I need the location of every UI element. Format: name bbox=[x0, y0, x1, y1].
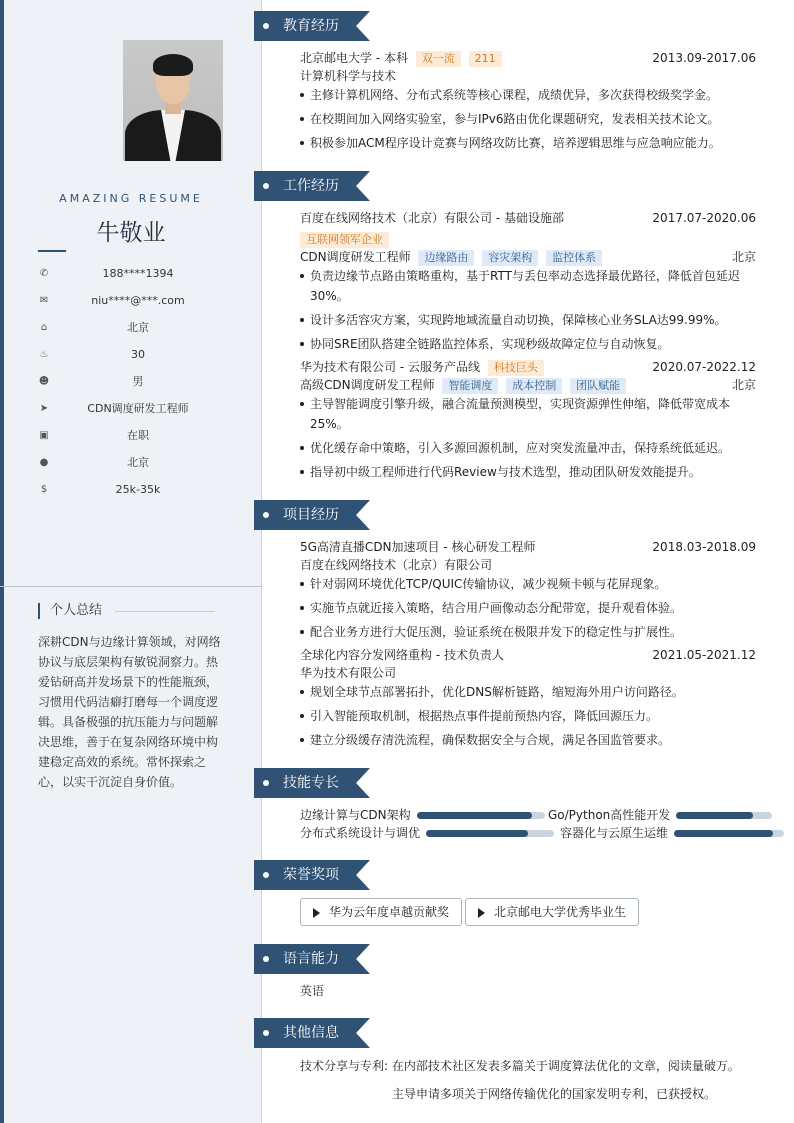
tag-badge: 成本控制 bbox=[506, 378, 562, 394]
info-position bbox=[38, 401, 238, 421]
info-value: 北京 bbox=[127, 321, 149, 334]
other-info-line: 技术分享与专利: 在内部技术社区发表多篇关于调度算法优化的文章，阅读量破万。 bbox=[300, 1059, 740, 1073]
list-item: 设计多活容灾方案，实现跨地域流量自动切换，保障核心业务SLA达99.99%。 bbox=[300, 310, 756, 330]
project-title-row bbox=[300, 539, 756, 555]
project-title: 5G高清直播CDN加速项目 - 核心研发工程师 bbox=[300, 540, 536, 554]
skill-name: 分布式系统设计与调优 bbox=[300, 826, 421, 840]
sidebar-divider bbox=[0, 586, 262, 587]
info-value: 北京 bbox=[127, 456, 149, 469]
work-company-row bbox=[300, 359, 756, 376]
school-name: 北京邮电大学 - 本科 bbox=[300, 51, 408, 65]
sidebar bbox=[0, 0, 262, 1123]
tag-badge: 双一流 bbox=[416, 51, 461, 67]
info-value: 30 bbox=[131, 348, 145, 361]
work-company-row bbox=[300, 210, 756, 226]
cake-icon: ♨ bbox=[39, 349, 49, 360]
info-value: 188****1394 bbox=[102, 267, 174, 280]
section-title: 教育经历 bbox=[283, 18, 339, 34]
send-icon: ➤ bbox=[39, 403, 49, 414]
home-icon: ⌂ bbox=[40, 322, 48, 333]
sidebar-edge-bar bbox=[0, 0, 4, 1123]
project-company: 华为技术有限公司 bbox=[300, 666, 397, 680]
education-school-row bbox=[300, 50, 756, 67]
tag-badge: 科技巨头 bbox=[488, 360, 544, 376]
candidate-name: 牛敬业 bbox=[96, 220, 166, 246]
tag-badge: 监控体系 bbox=[546, 250, 602, 266]
main-content bbox=[262, 0, 794, 1123]
info-value: niu****@***.com bbox=[91, 294, 185, 307]
list-item: 主导智能调度引擎升级，融合流量预测模型，实现资源弹性伸缩，降低带宽成本25%。 bbox=[300, 394, 756, 434]
info-email bbox=[38, 293, 238, 313]
info-value: CDN调度研发工程师 bbox=[87, 402, 189, 415]
name-underline bbox=[38, 250, 66, 252]
info-location bbox=[38, 455, 238, 475]
section-title: 语言能力 bbox=[283, 951, 339, 967]
info-value: 25k-35k bbox=[115, 483, 161, 496]
date-range: 2013.09-2017.06 bbox=[652, 51, 756, 65]
skill-bar bbox=[426, 830, 554, 837]
education-major: 计算机科学与技术 bbox=[300, 69, 397, 83]
list-item: 负责边缘节点路由策略重构，基于RTT与丢包率动态选择最优路径，降低首包延迟30%。 bbox=[300, 266, 756, 306]
list-item: 针对弱网环境优化TCP/QUIC传输协议，减少视频卡顿与花屏现象。 bbox=[300, 574, 756, 594]
list-item: 优化缓存命中策略，引入多源回源机制，应对突发流量冲击，保持系统低延迟。 bbox=[300, 438, 756, 458]
info-salary bbox=[38, 482, 238, 502]
summary-text: 深耕CDN与边缘计算领域，对网络协议与底层架构有敏锐洞察力。热爱钻研高并发场景下的性能瓶颈，习惯用代码洁癖打磨每一个调度逻辑。具备极强的抗压能力与问题解决思维，善于在复杂网络环境中构建稳定高效的系统。常怀探索之心，以实干沉淀自身价值。 bbox=[38, 635, 221, 789]
tag-badge: 211 bbox=[469, 51, 502, 67]
tag-badge: 容灾架构 bbox=[482, 250, 538, 266]
list-item: 指导初中级工程师进行代码Review与技术选型，推动团队研发效能提升。 bbox=[300, 462, 756, 482]
company-name: 百度在线网络技术（北京）有限公司 - 基础设施部 bbox=[300, 211, 564, 225]
skill-item bbox=[300, 825, 554, 841]
list-item: 规划全球节点部署拓扑，优化DNS解析链路，缩短海外用户访问路径。 bbox=[300, 682, 756, 702]
list-item: 实施节点就近接入策略，结合用户画像动态分配带宽，提升观看体验。 bbox=[300, 598, 756, 618]
location-icon: ● bbox=[39, 457, 49, 468]
work-company-tag-row bbox=[300, 231, 756, 248]
tag-badge: 边缘路由 bbox=[418, 250, 474, 266]
info-value: 男 bbox=[132, 375, 144, 388]
skill-item bbox=[560, 825, 784, 841]
skill-bar bbox=[676, 812, 772, 819]
list-item: 配合业务方进行大促压测，验证系统在极限并发下的稳定性与扩展性。 bbox=[300, 622, 756, 642]
other-info-line: 主导申请多项关于网络传输优化的国家发明专利，已获授权。 bbox=[392, 1087, 717, 1101]
award-item bbox=[465, 898, 639, 926]
project-company: 百度在线网络技术（北京）有限公司 bbox=[300, 558, 493, 572]
info-value: 在职 bbox=[127, 429, 149, 442]
work-role-row bbox=[300, 377, 756, 394]
list-item: 引入智能预取机制，根据热点事件提前预热内容，降低回源压力。 bbox=[300, 706, 756, 726]
section-title: 荣誉奖项 bbox=[283, 867, 339, 883]
company-name: 华为技术有限公司 - 云服务产品线 bbox=[300, 360, 480, 374]
info-status bbox=[38, 428, 238, 448]
play-icon bbox=[313, 908, 320, 918]
list-item: 协同SRE团队搭建全链路监控体系，实现秒级故障定位与自动恢复。 bbox=[300, 334, 756, 354]
award-name: 华为云年度卓越贡献奖 bbox=[329, 905, 450, 919]
skill-name: Go/Python高性能开发 bbox=[548, 808, 671, 822]
email-icon: ✉ bbox=[39, 295, 49, 306]
work-role-row bbox=[300, 249, 756, 266]
tag-badge: 团队赋能 bbox=[570, 378, 626, 394]
person-icon: ☻ bbox=[38, 376, 50, 387]
award-name: 北京邮电大学优秀毕业生 bbox=[494, 905, 627, 919]
info-age bbox=[38, 347, 238, 367]
city: 北京 bbox=[731, 378, 756, 392]
list-item: 主修计算机网络、分布式系统等核心课程，成绩优异，多次获得校级奖学金。 bbox=[300, 85, 756, 105]
city: 北京 bbox=[731, 250, 756, 264]
skill-bar bbox=[674, 830, 784, 837]
info-gender bbox=[38, 374, 238, 394]
date-range: 2021.05-2021.12 bbox=[652, 648, 756, 662]
skill-name: 边缘计算与CDN架构 bbox=[300, 808, 411, 822]
skill-item bbox=[548, 807, 772, 823]
list-item: 积极参加ACM程序设计竞赛与网络攻防比赛，培养逻辑思维与应急响应能力。 bbox=[300, 133, 756, 153]
skill-name: 容器化与云原生运维 bbox=[560, 826, 669, 840]
date-range: 2017.07-2020.06 bbox=[652, 211, 756, 225]
summary-title-line bbox=[115, 611, 215, 612]
tag-badge: 互联网领军企业 bbox=[300, 232, 389, 248]
profile-photo bbox=[123, 40, 223, 161]
award-item bbox=[300, 898, 462, 926]
list-item: 建立分级缓存清洗流程，确保数据安全与合规，满足各国监管要求。 bbox=[300, 730, 756, 750]
info-home bbox=[38, 320, 238, 340]
phone-icon: ✆ bbox=[39, 268, 49, 279]
section-title: 工作经历 bbox=[283, 178, 339, 194]
project-title: 全球化内容分发网络重构 - 技术负责人 bbox=[300, 648, 504, 662]
date-range: 2018.03-2018.09 bbox=[652, 540, 756, 554]
play-icon bbox=[478, 908, 485, 918]
resume-brand: AMAZING RESUME bbox=[59, 192, 203, 205]
skill-item bbox=[300, 807, 545, 823]
briefcase-icon: ▣ bbox=[39, 430, 49, 441]
summary-title: 个人总结 bbox=[38, 603, 102, 619]
job-role: CDN调度研发工程师 bbox=[300, 250, 411, 264]
date-range: 2020.07-2022.12 bbox=[652, 360, 756, 374]
money-icon: $ bbox=[40, 484, 48, 495]
list-item: 在校期间加入网络实验室，参与IPv6路由优化课题研究，发表相关技术论文。 bbox=[300, 109, 756, 129]
section-title: 其他信息 bbox=[283, 1025, 339, 1041]
job-role: 高级CDN调度研发工程师 bbox=[300, 378, 435, 392]
project-title-row bbox=[300, 647, 756, 663]
section-title: 技能专长 bbox=[283, 775, 339, 791]
language-value: 英语 bbox=[300, 984, 325, 998]
skill-bar bbox=[417, 812, 545, 819]
tag-badge: 智能调度 bbox=[442, 378, 498, 394]
section-title: 项目经历 bbox=[283, 507, 339, 523]
info-phone bbox=[38, 266, 238, 286]
